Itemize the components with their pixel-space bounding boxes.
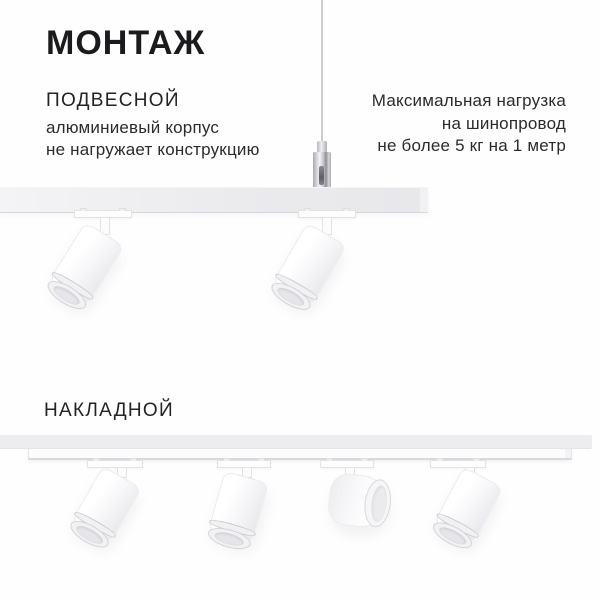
adapter-tab — [223, 458, 230, 461]
track-adapter — [298, 210, 356, 218]
track-adapter — [87, 460, 143, 468]
track-adapter — [217, 460, 271, 468]
suspended-heading: ПОДВЕСНОЙ — [46, 90, 180, 111]
spotlight-barrel — [69, 466, 142, 547]
spotlight-barrel — [432, 466, 504, 547]
track-endcap — [565, 449, 571, 458]
suspended-line-2: не нагружает конструкцию — [46, 140, 260, 159]
spotlight-lens — [213, 530, 245, 549]
track-endcap — [420, 188, 428, 212]
spotlight-barrel — [207, 471, 269, 547]
spotlight-barrel — [270, 223, 347, 310]
suspension-grip — [313, 152, 331, 188]
surface-heading: НАКЛАДНОЙ — [44, 400, 174, 421]
adapter-tab — [258, 458, 265, 461]
suspended-line-1: алюминиевый корпус — [46, 118, 220, 137]
suspension-grip-slot — [319, 166, 324, 185]
adapter-tab — [473, 458, 480, 461]
adapter-tab — [304, 208, 311, 211]
adapter-tab — [326, 458, 333, 461]
load-note-line-2: на шинопровод — [441, 113, 566, 133]
track-adapter — [430, 460, 486, 468]
drumlight-face — [362, 478, 394, 529]
ceiling-strip — [0, 435, 592, 449]
surface-track — [28, 448, 572, 460]
adapter-tab — [119, 208, 126, 211]
track-adapter — [320, 460, 374, 468]
suspended-track — [0, 187, 428, 213]
drumlight-lens — [369, 485, 388, 524]
adapter-tab — [93, 458, 100, 461]
page-title: МОНТАЖ — [46, 24, 206, 62]
adapter-tab — [343, 208, 350, 211]
spotlight-barrel — [46, 222, 124, 309]
track-adapter — [74, 210, 132, 218]
adapter-tab — [130, 458, 137, 461]
load-note-line-3: не более 5 кг на 1 метр — [377, 136, 566, 155]
load-note-block — [372, 90, 566, 158]
suspension-cable — [321, 0, 323, 146]
adapter-tab — [80, 208, 87, 211]
drumlight-body — [326, 471, 390, 530]
adapter-tab — [436, 458, 443, 461]
adapter-tab — [361, 458, 368, 461]
load-note-line-1: Максимальная нагрузка — [371, 91, 566, 110]
suspended-text-block — [46, 90, 260, 161]
